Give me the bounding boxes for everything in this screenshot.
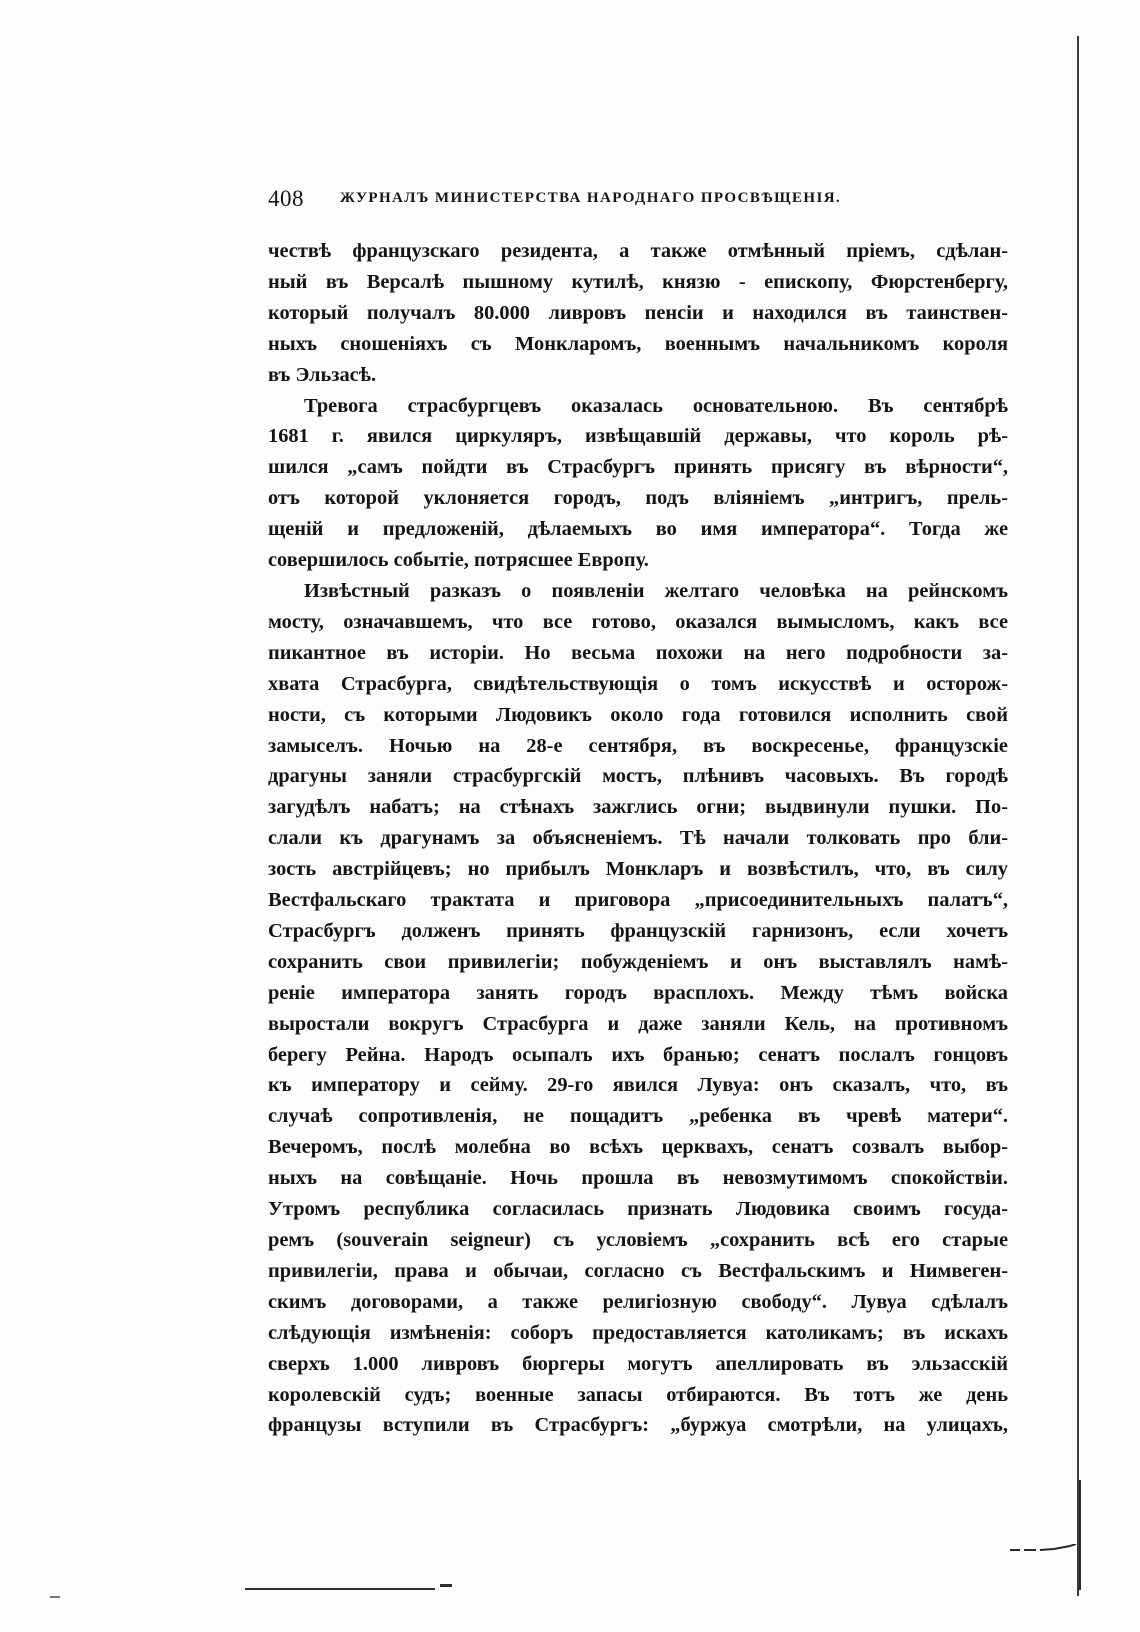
- text-line: 1681 г. явился циркуляръ, извѣщавшій державы, что король рѣ-: [268, 425, 1008, 448]
- text-line: чествѣ французскаго резидента, а также отмѣнный пріемъ, сдѣлан-: [268, 240, 1008, 262]
- text-line: къ императору и сейму. 29-го явился Лувуа: онъ сказалъ, что, въ: [268, 1074, 1008, 1097]
- scan-bottom-rule: [245, 1588, 435, 1590]
- text-line: реніе императора занять городъ врасплохъ. Между тѣмъ войска: [268, 981, 1008, 1004]
- text-line: Извѣстный разказъ о появленіи желтаго человѣка на рейнскомъ: [304, 579, 1008, 602]
- text-line: хвата Страсбурга, свидѣтельствующія о томъ искусствѣ и осторож-: [268, 672, 1008, 695]
- page-number: 408: [268, 186, 304, 211]
- text-line: слѣдующія измѣненія: соборъ предоставляется католикамъ; въ искахъ: [268, 1321, 1008, 1344]
- text-line: выростали вокругъ Страсбурга и даже заняли Кель, на противномъ: [268, 1012, 1008, 1035]
- text-line: въ Эльзасѣ.: [268, 363, 377, 386]
- text-line: Вечеромъ, послѣ молебна во всѣхъ церквахъ, сенатъ созвалъ выбор-: [268, 1136, 1008, 1159]
- body-text: [268, 236, 1008, 1441]
- text-line: французы вступили въ Страсбургъ: „буржуа смотрѣли, на улицахъ,: [268, 1414, 1008, 1437]
- paragraph-2: [268, 391, 1008, 576]
- text-line: отъ которой уклоняется городъ, подъ вліяніемъ „интригъ, прель-: [268, 487, 1008, 510]
- text-line: сверхъ 1.000 ливровъ бюргеры могутъ апеллировать въ эльзасскій: [268, 1352, 1008, 1375]
- text-line: ности, съ которыми Людовикъ около года готовился исполнить свой: [268, 703, 1008, 726]
- text-line: Тревога страсбургцевъ оказалась основательною. Въ сентябрѣ: [304, 394, 1008, 417]
- text-line: Вестфальскаго трактата и приговора „присоединительныхъ палатъ“,: [268, 889, 1008, 912]
- text-line: ремъ (souverain seigneur) съ условіемъ „сохранить всѣ его старые: [268, 1229, 1008, 1251]
- text-line: ныхъ сношеніяхъ съ Монкларомъ, военнымъ начальникомъ короля: [268, 332, 1008, 355]
- text-line: мосту, означавшемъ, что все готово, оказался вымысломъ, какъ все: [268, 610, 1008, 633]
- page-header: [268, 186, 1008, 220]
- text-line: скимъ договорами, а также религіозную свободу“. Лувуа сдѣлалъ: [268, 1290, 1008, 1313]
- paragraph-1: [268, 236, 1008, 391]
- text-line: привилегіи, права и обычаи, согласно съ Вестфальскимъ и Нимвеген-: [268, 1259, 1008, 1282]
- text-line: замыселъ. Ночью на 28-е сентября, въ воскресенье, французскіе: [268, 734, 1008, 757]
- text-line: королевскій судъ; военные запасы отбираются. Въ тотъ же день: [268, 1383, 1008, 1406]
- page-edge-line: [1077, 36, 1079, 1596]
- text-line: который получалъ 80.000 ливровъ пенсіи и находился въ таинствен-: [268, 301, 1008, 324]
- scan-corner-mark: [1010, 1544, 1076, 1554]
- text-line: ный въ Версалѣ пышному кутилѣ, князю - епископу, Фюрстенбергу,: [268, 270, 1008, 293]
- text-line: пикантное въ исторіи. Но весьма похожи на него подробности за-: [268, 641, 1008, 664]
- text-line: случаѣ сопротивленія, не пощадитъ „ребенка въ чревѣ матери“.: [268, 1105, 1008, 1128]
- text-line: ныхъ на совѣщаніе. Ночь прошла въ невозмутимомъ спокойствіи.: [268, 1167, 1008, 1190]
- text-line: Утромъ республика согласилась признать Людовика своимъ госуда-: [268, 1198, 1008, 1221]
- text-line: шился „самъ пойдти въ Страсбургъ принять присягу въ вѣрности“,: [268, 456, 1008, 479]
- text-line: драгуны заняли страсбургскій мостъ, плѣнивъ часовыхъ. Въ городѣ: [268, 765, 1008, 788]
- text-line: Страсбургъ долженъ принять французскій гарнизонъ, если хочетъ: [268, 919, 1008, 942]
- text-line: слали къ драгунамъ за объясненіемъ. Тѣ начали толковать про бли-: [268, 827, 1008, 850]
- scan-left-mark: [50, 1596, 60, 1598]
- paragraph-3: [268, 576, 1008, 1441]
- text-line: берегу Рейна. Народъ осыпалъ ихъ бранью; сенатъ послалъ гонцовъ: [268, 1043, 1008, 1066]
- text-line: загудѣлъ набатъ; на стѣнахъ зажглись огни; выдвинули пушки. По-: [268, 796, 1008, 819]
- text-line: щеній и предложеній, дѣлаемыхъ во имя императора“. Тогда же: [268, 518, 1008, 541]
- text-line: сохранить свои привилегіи; побужденіемъ и онъ выставлялъ намѣ-: [268, 950, 1008, 973]
- page-edge-line-lower: [1079, 1480, 1081, 1590]
- scan-bottom-mark: [440, 1584, 452, 1587]
- running-title: ЖУРНАЛЪ МИНИСТЕРСТВА НАРОДНАГО ПРОСВѢЩЕНІЯ.: [340, 190, 842, 206]
- text-line: совершилось событіе, потрясшее Европу.: [268, 549, 649, 572]
- text-line: зость австрійцевъ; но прибылъ Монкларъ и возвѣстилъ, что, въ силу: [268, 858, 1008, 881]
